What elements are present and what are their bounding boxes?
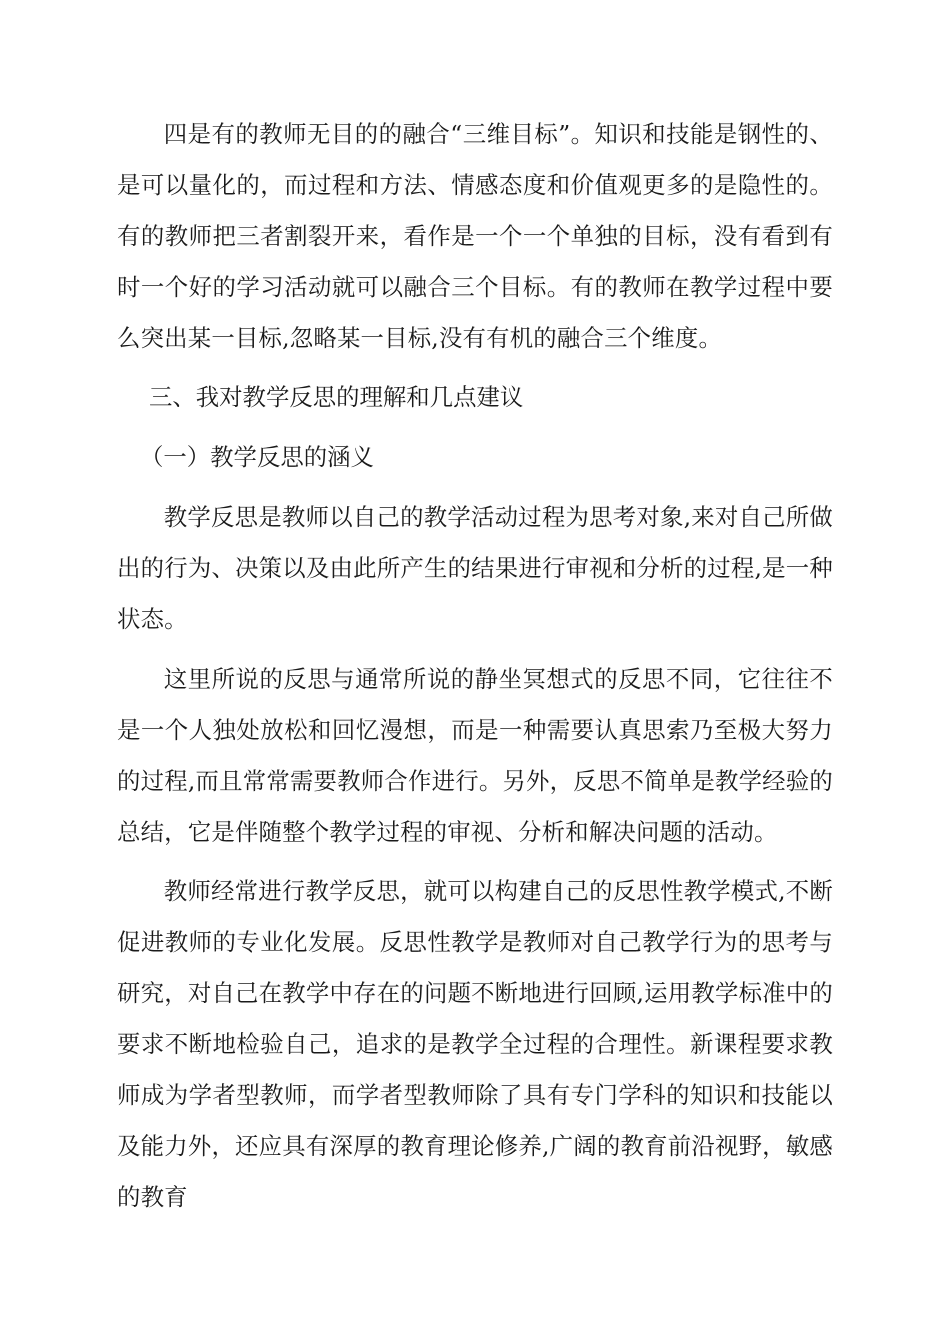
paragraph-reflection-nature: 这里所说的反思与通常所说的静坐冥想式的反思不同，它往往不是一个人独处放松和回忆漫想，而是一种需要认真思索乃至极大努力的过程,而且常常需要教师合作进行。另外，反思不简单是教学经验的总结，它是伴随整个教学过程的审视、分析和解决问题的活动。 xyxy=(117,665,833,846)
paragraph-three-dimensional-goals: 四是有的教师无目的的融合“三维目标”。知识和技能是钢性的、是可以量化的，而过程和方法、情感态度和价值观更多的是隐性的。有的教师把三者割裂开来，看作是一个一个单独的目标，没有看到有时一个好的学习活动就可以融合三个目标。有的教师在教学过程中要么突出某一目标,忽略某一目标,没有有机的融合三个维度。 xyxy=(117,120,833,352)
section-heading: 三、我对教学反思的理解和几点建议 xyxy=(149,383,524,411)
paragraph-reflective-teaching: 教师经常进行教学反思，就可以构建自己的反思性教学模式,不断促进教师的专业化发展。反思性教学是教师对自己教学行为的思考与研究，对自己在教学中存在的问题不断地进行回顾,运用教学标准中的要求不断地检验自己，追求的是教学全过程的合理性。新课程要求教师成为学者型教师，而学者型教师除了具有专门学科的知识和技能以及能力外，还应具有深厚的教育理论修养,广阔的教育前沿视野，敏感的教育 xyxy=(117,877,833,1211)
paragraph-reflection-definition: 教学反思是教师以自己的教学活动过程为思考对象,来对自己所做出的行为、决策以及由此所产生的结果进行审视和分析的过程,是一种状态。 xyxy=(117,503,833,633)
subsection-heading: （一）教学反思的涵义 xyxy=(140,443,374,471)
